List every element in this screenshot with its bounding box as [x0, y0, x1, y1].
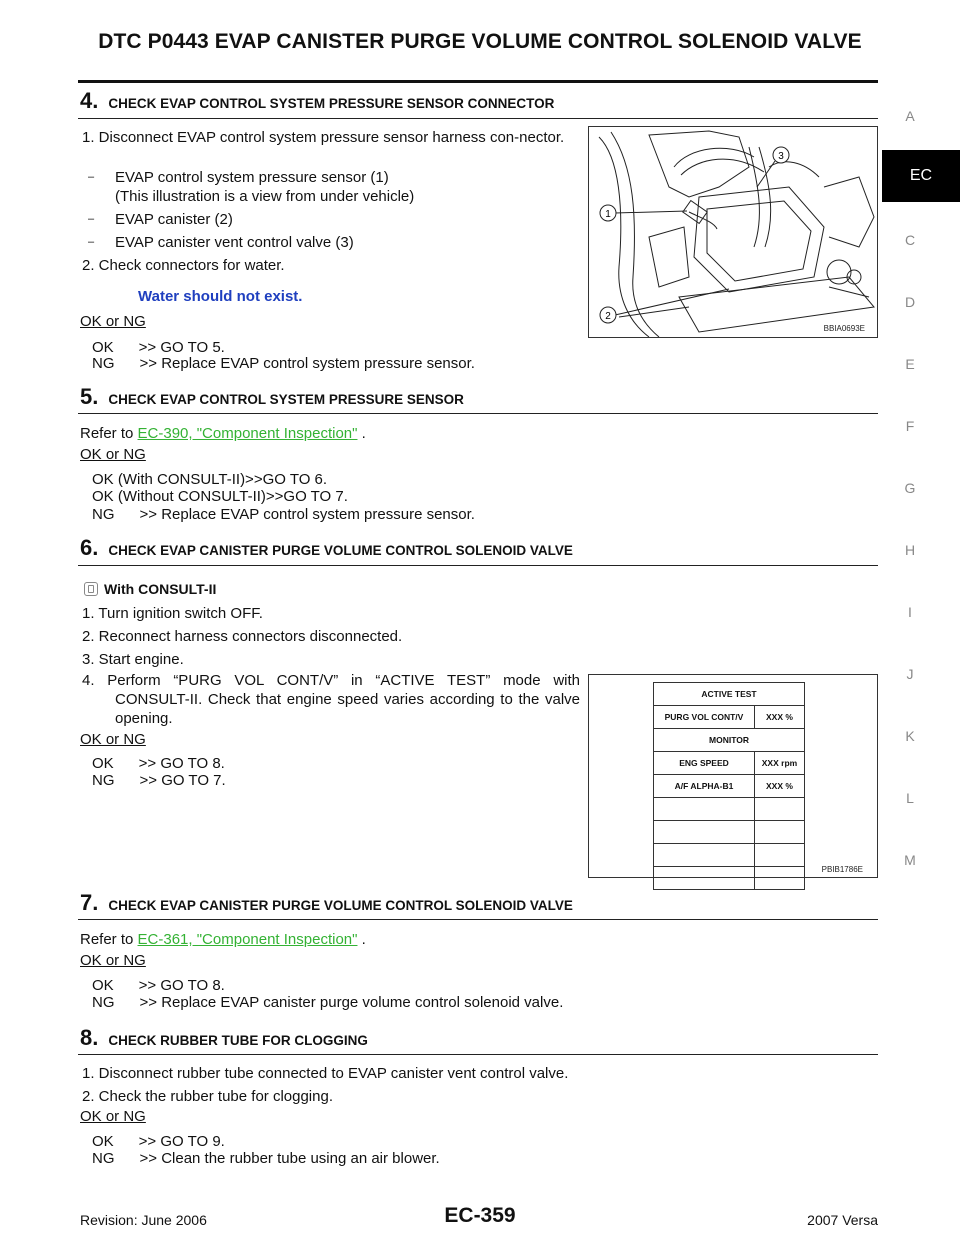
step-7-ok-or-ng: OK or NG	[80, 952, 146, 969]
callout-3	[773, 147, 789, 163]
step-8-title: CHECK RUBBER TUBE FOR CLOGGING	[108, 1033, 368, 1048]
eng-speed-value: XXX rpm	[754, 752, 804, 775]
sidebar-letter-f[interactable]: F	[905, 418, 915, 434]
step-6-item-4: 4. Perform “PURG VOL CONT/V” in “ACTIVE TEST” mode with CONSULT-II. Check that engine speed varies according to the valve opening.	[82, 672, 580, 727]
footer-page-number: EC-359	[444, 1204, 516, 1227]
step-4-item-2: 2. Check connectors for water.	[82, 257, 285, 274]
step-5-ok-or-ng: OK or NG	[80, 446, 146, 463]
step-5-refer-prefix: Refer to	[80, 425, 138, 442]
table-empty-cell	[654, 844, 755, 867]
callout-2	[600, 307, 616, 323]
footer-revision: Revision: June 2006	[80, 1212, 207, 1228]
step-7-refer-prefix: Refer to	[80, 931, 138, 948]
sidebar-letter-h[interactable]: H	[904, 542, 916, 558]
table-empty-cell	[654, 798, 755, 821]
step-5-title: CHECK EVAP CONTROL SYSTEM PRESSURE SENSOR	[108, 392, 464, 407]
step-6-ok-result: OK >> GO TO 8.	[92, 755, 225, 772]
step-4-title: CHECK EVAP CONTROL SYSTEM PRESSURE SENSOR CONNECTOR	[108, 96, 555, 111]
step-4-note: Water should not exist.	[138, 288, 303, 305]
figure-1-code: BBIA0693E	[823, 324, 865, 333]
step-8-ok-result: OK >> GO TO 9.	[92, 1133, 225, 1150]
figure-evap-under-vehicle	[588, 126, 878, 338]
step-7-rule	[78, 919, 878, 920]
step-6-item-1: 1. Turn ignition switch OFF.	[82, 605, 263, 622]
step-4-ng-result: NG >> Replace EVAP control system pressure sensor.	[92, 355, 475, 372]
step-4-rule	[78, 118, 878, 119]
step-8-number: 8.	[80, 1025, 99, 1050]
sidebar-letter-m[interactable]: M	[904, 852, 916, 868]
step-6-with-label: With CONSULT-II	[104, 581, 217, 597]
active-test-table	[653, 682, 805, 890]
table-empty-cell	[754, 867, 804, 890]
af-alpha-label: A/F ALPHA-B1	[654, 775, 755, 798]
table-empty-cell	[754, 821, 804, 844]
step-6-heading	[80, 535, 573, 561]
active-test-header: ACTIVE TEST	[654, 683, 805, 706]
consult-icon	[84, 582, 98, 596]
eng-speed-label: ENG SPEED	[654, 752, 755, 775]
sidebar-tab-ec[interactable]: EC	[882, 150, 960, 202]
table-empty-cell	[654, 867, 755, 890]
sidebar-letter-j[interactable]: J	[906, 666, 914, 682]
header-rule	[78, 80, 878, 83]
sidebar-letter-e[interactable]: E	[905, 356, 915, 372]
step-6-item-3: 3. Start engine.	[82, 651, 184, 668]
evap-illustration	[589, 127, 879, 339]
step-7-number: 7.	[80, 890, 99, 915]
step-4-dash-1	[88, 168, 568, 206]
callout-2-label: 2	[605, 311, 611, 322]
step-4-dash-3-text: EVAP canister vent control valve (3)	[115, 234, 354, 251]
step-4-ok-or-ng: OK or NG	[80, 313, 146, 330]
step-7-link[interactable]: EC-361, "Component Inspection"	[137, 931, 358, 948]
step-4-dash-1-text: EVAP control system pressure sensor (1)	[115, 169, 389, 186]
table-empty-cell	[654, 821, 755, 844]
step-5-ok-without: OK (Without CONSULT-II)>>GO TO 7.	[92, 488, 348, 505]
step-5-link[interactable]: EC-390, "Component Inspection"	[137, 425, 358, 442]
dash-icon: –	[88, 171, 95, 183]
sidebar-letter-i[interactable]: I	[908, 604, 912, 620]
step-4-dash-3	[88, 233, 354, 252]
step-7-heading	[80, 890, 573, 916]
step-6-title: CHECK EVAP CANISTER PURGE VOLUME CONTROL SOLENOID VALVE	[108, 543, 573, 558]
step-8-ok-or-ng: OK or NG	[80, 1108, 146, 1125]
step-5-ng-result: NG >> Replace EVAP control system pressure sensor.	[92, 506, 475, 523]
step-6-ng-result: NG >> GO TO 7.	[92, 772, 226, 789]
step-4-heading	[80, 88, 554, 114]
step-5-heading	[80, 384, 464, 410]
footer-model: 2007 Versa	[807, 1212, 878, 1228]
step-7-ok-result: OK >> GO TO 8.	[92, 977, 225, 994]
purg-vol-label: PURG VOL CONT/V	[654, 706, 755, 729]
step-7-ng-result: NG >> Replace EVAP canister purge volume control solenoid valve.	[92, 994, 564, 1011]
figure-active-test	[588, 674, 878, 878]
table-empty-cell	[754, 844, 804, 867]
step-7-refer-suffix: .	[357, 931, 366, 948]
figure-2-code: PBIB1786E	[821, 865, 863, 874]
table-empty-cell	[754, 798, 804, 821]
purg-vol-value: XXX %	[754, 706, 804, 729]
step-4-dash-2	[88, 210, 233, 229]
sidebar-letter-a[interactable]: A	[905, 108, 915, 124]
step-5-number: 5.	[80, 384, 99, 409]
step-5-refer	[80, 424, 366, 443]
sidebar-letter-d[interactable]: D	[904, 294, 916, 310]
step-4-item-1: 1. Disconnect EVAP control system pressure sensor harness con-nector.	[82, 129, 565, 146]
step-5-ok-with: OK (With CONSULT-II)>>GO TO 6.	[92, 471, 328, 488]
monitor-header: MONITOR	[654, 729, 805, 752]
callout-1	[600, 205, 616, 221]
af-alpha-value: XXX %	[754, 775, 804, 798]
step-8-ng-result: NG >> Clean the rubber tube using an air blower.	[92, 1150, 440, 1167]
step-6-with-consult	[84, 580, 216, 599]
step-5-rule	[78, 413, 878, 414]
sidebar-letter-g[interactable]: G	[904, 480, 916, 496]
dash-icon: –	[88, 236, 95, 248]
step-8-rule	[78, 1054, 878, 1055]
step-4-dash-2-text: EVAP canister (2)	[115, 211, 233, 228]
step-7-title: CHECK EVAP CANISTER PURGE VOLUME CONTROL SOLENOID VALVE	[108, 898, 573, 913]
step-6-ok-or-ng: OK or NG	[80, 731, 146, 748]
sidebar-letter-l[interactable]: L	[906, 790, 914, 806]
sidebar-letter-k[interactable]: K	[905, 728, 915, 744]
dash-icon: –	[88, 213, 95, 225]
callout-3-label: 3	[778, 151, 784, 162]
step-4-ok-result: OK >> GO TO 5.	[92, 339, 225, 356]
step-8-item-2: 2. Check the rubber tube for clogging.	[82, 1088, 333, 1105]
step-8-heading	[80, 1025, 368, 1051]
step-7-refer	[80, 930, 366, 949]
step-8-item-1: 1. Disconnect rubber tube connected to EVAP canister vent control valve.	[82, 1065, 569, 1082]
step-6-item-2: 2. Reconnect harness connectors disconnected.	[82, 628, 403, 645]
step-6-number: 6.	[80, 535, 99, 560]
step-4-number: 4.	[80, 88, 99, 113]
page-title: DTC P0443 EVAP CANISTER PURGE VOLUME CONTROL SOLENOID VALVE	[98, 30, 862, 53]
step-5-refer-suffix: .	[357, 425, 366, 442]
step-4-dash-1-note: (This illustration is a view from under vehicle)	[115, 188, 415, 205]
callout-1-label: 1	[605, 209, 611, 220]
step-6-rule	[78, 565, 878, 566]
sidebar-letter-c[interactable]: C	[904, 232, 916, 248]
